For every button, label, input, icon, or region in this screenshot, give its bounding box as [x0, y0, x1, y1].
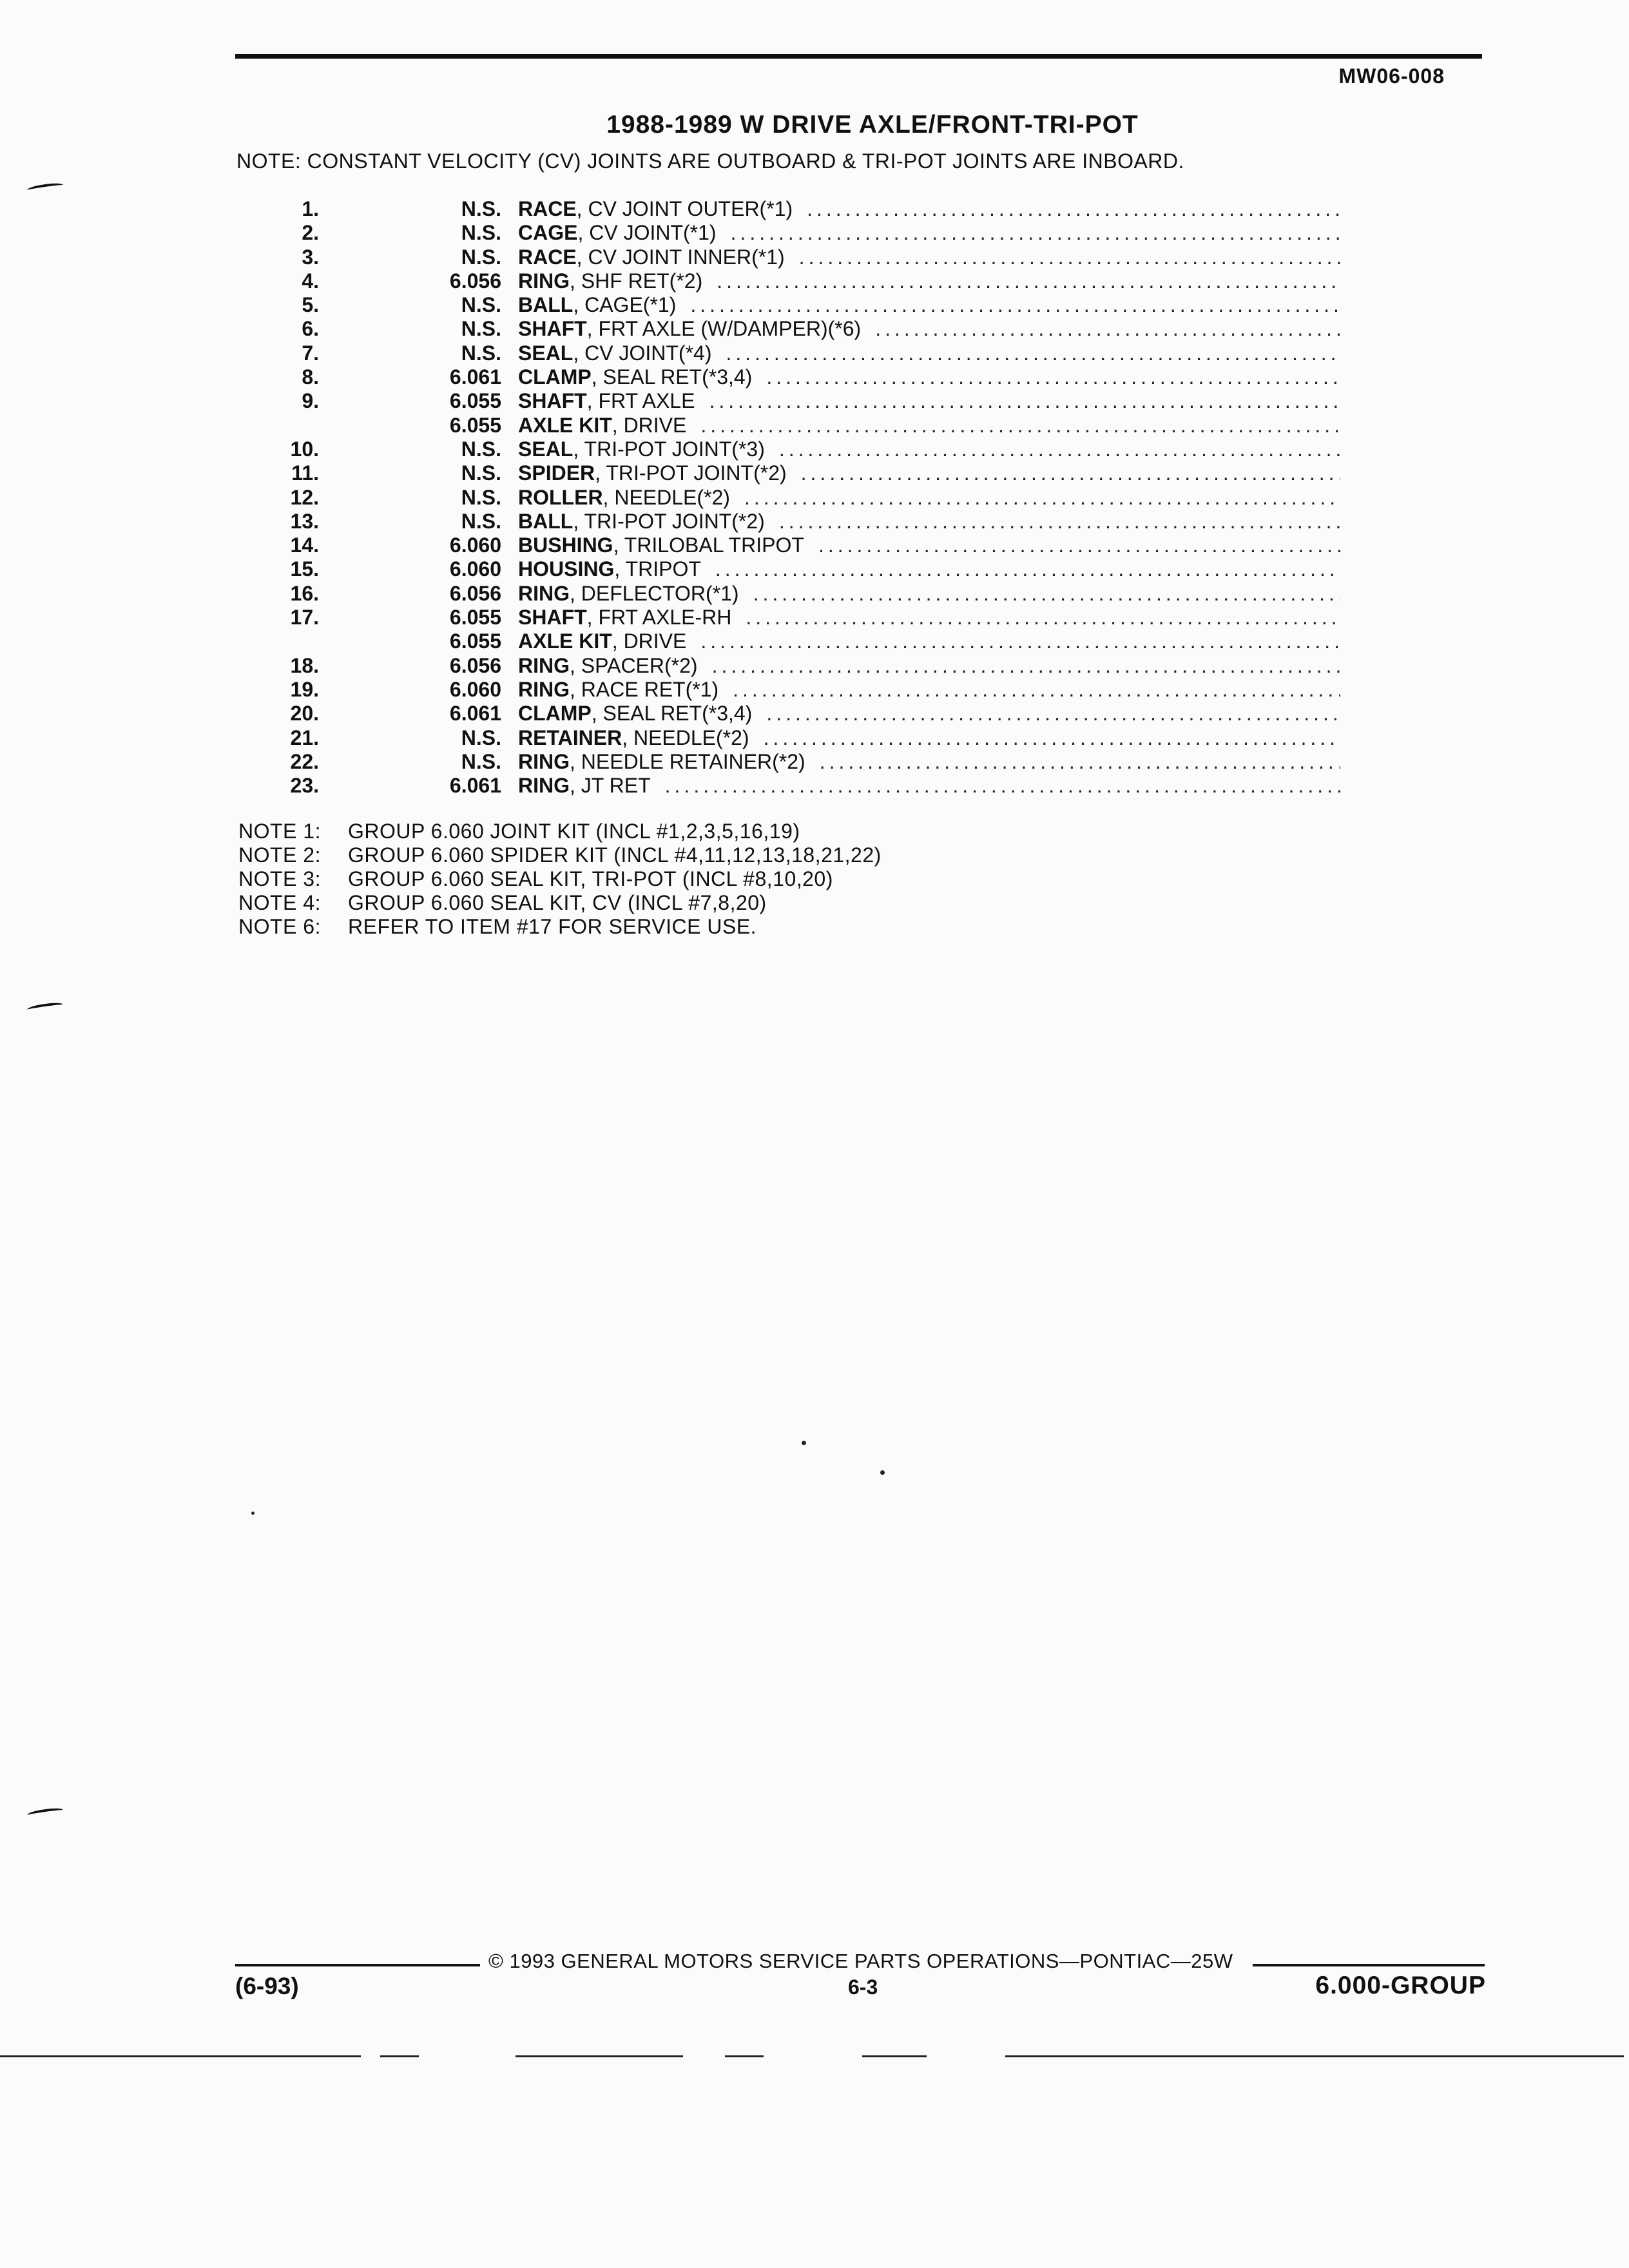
- part-detail: , SEAL RET(*3,4): [591, 365, 753, 389]
- dot-leader: [799, 245, 1340, 269]
- punch-hole-mark: [27, 1001, 64, 1013]
- part-description: [518, 774, 1340, 798]
- bottom-rule: [862, 2055, 927, 2057]
- note-row: [238, 820, 882, 843]
- part-description: [518, 365, 1340, 389]
- part-group: N.S.: [461, 509, 501, 533]
- part-group: N.S.: [461, 437, 501, 461]
- dot-leader: [715, 557, 1340, 581]
- part-group: 6.055: [449, 606, 501, 629]
- notes-list: [238, 820, 882, 939]
- part-name: RING: [518, 581, 570, 605]
- part-number: 10.: [290, 437, 319, 461]
- part-detail: , CV JOINT INNER(*1): [576, 245, 785, 269]
- part-group: 6.055: [449, 389, 501, 413]
- part-name: ROLLER: [518, 485, 603, 509]
- part-number: 23.: [290, 774, 319, 798]
- part-number: 14.: [290, 533, 319, 557]
- part-description: [518, 245, 1340, 269]
- part-name: SHAFT: [518, 389, 587, 413]
- part-description: [518, 486, 1340, 510]
- footer-copyright: © 1993 GENERAL MOTORS SERVICE PARTS OPERATIONS—PONTIAC—25W: [488, 1950, 1233, 1972]
- part-name: BALL: [518, 293, 574, 317]
- part-name: CLAMP: [518, 365, 592, 389]
- part-row: [258, 414, 1340, 437]
- part-group: N.S.: [461, 197, 501, 220]
- part-group: N.S.: [461, 221, 501, 245]
- part-row: [258, 245, 1340, 269]
- part-name: RETAINER: [518, 726, 622, 749]
- part-detail: , FRT AXLE-RH: [586, 606, 732, 629]
- dot-leader: [766, 702, 1340, 726]
- part-row: [258, 654, 1340, 678]
- dot-leader: [801, 461, 1340, 485]
- dot-leader: [717, 269, 1340, 293]
- part-detail: , TRILOBAL TRIPOT: [613, 533, 804, 557]
- footer-date: (6-93): [235, 1973, 299, 1999]
- part-name: CAGE: [518, 221, 578, 245]
- document-code: MW06-008: [1338, 64, 1445, 88]
- part-row: [258, 341, 1340, 365]
- scan-speck: [880, 1470, 885, 1475]
- part-row: [258, 317, 1340, 341]
- dot-leader: [712, 654, 1340, 678]
- part-description: [518, 582, 1340, 606]
- dot-leader: [779, 510, 1340, 533]
- part-detail: , TRI-POT JOINT(*2): [573, 509, 765, 533]
- dot-leader: [766, 365, 1340, 389]
- part-name: RING: [518, 653, 570, 677]
- note-text: GROUP 6.060 SPIDER KIT (INCL #4,11,12,13,18,21,22): [348, 843, 882, 867]
- part-group: N.S.: [461, 726, 501, 749]
- dot-leader: [731, 221, 1340, 245]
- part-row: [258, 389, 1340, 413]
- note-text: GROUP 6.060 SEAL KIT, CV (INCL #7,8,20): [348, 891, 767, 914]
- dot-leader: [726, 341, 1340, 365]
- part-name: SEAL: [518, 341, 574, 365]
- bottom-rule: [725, 2055, 764, 2057]
- punch-hole-mark: [27, 182, 64, 193]
- dot-leader: [700, 414, 1340, 437]
- dot-leader: [733, 678, 1340, 702]
- part-group: 6.061: [449, 774, 501, 798]
- part-name: RACE: [518, 197, 577, 220]
- part-detail: , TRI-POT JOINT(*2): [595, 461, 787, 485]
- part-row: [258, 221, 1340, 245]
- part-description: [518, 629, 1340, 653]
- part-name: CLAMP: [518, 702, 592, 726]
- part-row: [258, 678, 1340, 702]
- part-row: [258, 774, 1340, 798]
- part-description: [518, 678, 1340, 702]
- part-group: N.S.: [461, 245, 501, 269]
- dot-leader: [753, 582, 1340, 606]
- part-name: RACE: [518, 245, 577, 269]
- part-number: 5.: [302, 293, 319, 317]
- part-detail: , DEFLECTOR(*1): [570, 581, 739, 605]
- part-description: [518, 606, 1340, 629]
- part-group: N.S.: [461, 317, 501, 341]
- note-key: NOTE 2:: [238, 843, 321, 867]
- part-number: 13.: [290, 509, 319, 533]
- part-number: 12.: [290, 485, 319, 509]
- part-number: 16.: [290, 581, 319, 605]
- part-row: [258, 510, 1340, 533]
- part-name: RING: [518, 749, 570, 773]
- part-detail: , DRIVE: [612, 413, 687, 437]
- part-number: 11.: [291, 461, 319, 485]
- part-detail: , JT RET: [570, 774, 651, 798]
- part-group: 6.055: [449, 413, 501, 437]
- part-group: 6.055: [449, 629, 501, 653]
- part-name: BUSHING: [518, 533, 613, 557]
- note-key: NOTE 3:: [238, 867, 321, 890]
- punch-hole-mark: [27, 1807, 64, 1818]
- footer-rule-left: [235, 1964, 480, 1966]
- dot-leader: [744, 486, 1340, 510]
- part-detail: , CV JOINT(*4): [573, 341, 712, 365]
- part-name: BALL: [518, 509, 574, 533]
- part-group: 6.056: [449, 653, 501, 677]
- top-rule: [235, 54, 1482, 59]
- dot-leader: [709, 389, 1340, 413]
- parts-list: [258, 197, 1340, 798]
- dot-leader: [700, 629, 1340, 653]
- part-row: [258, 269, 1340, 293]
- part-detail: , TRIPOT: [614, 557, 701, 581]
- note-key: NOTE 6:: [238, 915, 321, 938]
- part-number: 4.: [302, 269, 319, 293]
- part-detail: , CV JOINT(*1): [577, 221, 717, 245]
- part-description: [518, 269, 1340, 293]
- part-number: 19.: [290, 677, 319, 701]
- dot-leader: [820, 750, 1340, 774]
- part-detail: , NEEDLE(*2): [622, 726, 749, 749]
- part-description: [518, 461, 1340, 485]
- header-note: NOTE: CONSTANT VELOCITY (CV) JOINTS ARE OUTBOARD & TRI-POT JOINTS ARE INBOARD.: [236, 149, 1184, 173]
- bottom-rule: [1005, 2055, 1624, 2057]
- part-row: [258, 461, 1340, 485]
- note-key: NOTE 4:: [238, 891, 321, 914]
- page-number: 6-3: [848, 1975, 878, 1999]
- part-group: N.S.: [461, 341, 501, 365]
- part-number: 2.: [302, 221, 319, 245]
- part-number: 7.: [302, 341, 319, 365]
- part-group: N.S.: [461, 461, 501, 485]
- part-description: [518, 702, 1340, 726]
- part-number: 1.: [302, 197, 319, 220]
- part-description: [518, 654, 1340, 678]
- footer-rule-right: [1253, 1964, 1485, 1966]
- part-name: SPIDER: [518, 461, 595, 485]
- part-row: [258, 702, 1340, 726]
- dot-leader: [764, 726, 1340, 750]
- part-description: [518, 437, 1340, 461]
- part-row: [258, 606, 1340, 629]
- part-name: SHAFT: [518, 317, 587, 341]
- bottom-rule: [380, 2055, 419, 2057]
- part-description: [518, 557, 1340, 581]
- part-group: 6.056: [449, 581, 501, 605]
- part-number: 6.: [302, 317, 319, 341]
- part-detail: , CV JOINT OUTER(*1): [576, 197, 793, 220]
- part-row: [258, 750, 1340, 774]
- scan-speck: [802, 1441, 806, 1445]
- note-text: REFER TO ITEM #17 FOR SERVICE USE.: [348, 915, 757, 938]
- part-description: [518, 510, 1340, 533]
- part-number: 20.: [290, 702, 319, 726]
- part-detail: , SPACER(*2): [570, 653, 698, 677]
- part-group: 6.061: [449, 365, 501, 389]
- part-row: [258, 437, 1340, 461]
- part-name: RING: [518, 677, 570, 701]
- footer-group: 6.000-GROUP: [1315, 1972, 1486, 1999]
- dot-leader: [665, 774, 1340, 798]
- part-name: AXLE KIT: [518, 413, 612, 437]
- part-name: HOUSING: [518, 557, 615, 581]
- scan-speck: [251, 1512, 255, 1515]
- part-name: RING: [518, 774, 570, 798]
- part-detail: , SHF RET(*2): [570, 269, 703, 293]
- part-description: [518, 726, 1340, 750]
- dot-leader: [818, 533, 1340, 557]
- part-number: 15.: [290, 557, 319, 581]
- dot-leader: [875, 317, 1340, 341]
- part-detail: , FRT AXLE (W/DAMPER)(*6): [586, 317, 862, 341]
- part-number: 3.: [302, 245, 319, 269]
- part-group: N.S.: [461, 485, 501, 509]
- note-row: [238, 843, 882, 867]
- dot-leader: [807, 197, 1340, 221]
- part-detail: , CAGE(*1): [573, 293, 677, 317]
- part-group: 6.061: [449, 702, 501, 726]
- part-description: [518, 293, 1340, 317]
- part-group: 6.060: [449, 533, 501, 557]
- part-group: N.S.: [461, 749, 501, 773]
- part-description: [518, 389, 1340, 413]
- dot-leader: [746, 606, 1340, 629]
- part-name: SEAL: [518, 437, 574, 461]
- part-group: 6.056: [449, 269, 501, 293]
- part-description: [518, 341, 1340, 365]
- part-row: [258, 293, 1340, 317]
- part-detail: , DRIVE: [612, 629, 687, 653]
- note-row: [238, 891, 882, 915]
- part-detail: , TRI-POT JOINT(*3): [573, 437, 765, 461]
- note-row: [238, 915, 882, 939]
- part-detail: , NEEDLE RETAINER(*2): [570, 749, 805, 773]
- note-key: NOTE 1:: [238, 820, 321, 843]
- part-group: N.S.: [461, 293, 501, 317]
- part-number: 18.: [290, 653, 319, 677]
- part-number: 8.: [302, 365, 319, 389]
- part-group: 6.060: [449, 557, 501, 581]
- page-title: 1988-1989 W DRIVE AXLE/FRONT-TRI-POT: [606, 111, 1139, 139]
- part-row: [258, 197, 1340, 221]
- part-description: [518, 221, 1340, 245]
- part-number: 22.: [290, 749, 319, 773]
- part-row: [258, 365, 1340, 389]
- part-detail: , RACE RET(*1): [570, 677, 719, 701]
- bottom-rule: [516, 2055, 683, 2057]
- part-row: [258, 486, 1340, 510]
- part-detail: , NEEDLE(*2): [602, 485, 730, 509]
- part-row: [258, 533, 1340, 557]
- note-row: [238, 867, 882, 891]
- part-description: [518, 414, 1340, 437]
- part-row: [258, 582, 1340, 606]
- dot-leader: [690, 293, 1340, 317]
- part-detail: , SEAL RET(*3,4): [591, 702, 753, 726]
- part-description: [518, 750, 1340, 774]
- bottom-rule: [0, 2055, 361, 2057]
- part-description: [518, 317, 1340, 341]
- dot-leader: [779, 437, 1340, 461]
- note-text: GROUP 6.060 SEAL KIT, TRI-POT (INCL #8,10,20): [348, 867, 833, 890]
- part-row: [258, 726, 1340, 750]
- part-name: AXLE KIT: [518, 629, 612, 653]
- part-detail: , FRT AXLE: [586, 389, 695, 413]
- note-text: GROUP 6.060 JOINT KIT (INCL #1,2,3,5,16,19): [348, 820, 800, 843]
- part-row: [258, 629, 1340, 653]
- part-name: RING: [518, 269, 570, 293]
- part-number: 9.: [302, 389, 319, 413]
- part-group: 6.060: [449, 677, 501, 701]
- part-number: 17.: [290, 606, 319, 629]
- part-row: [258, 557, 1340, 581]
- part-name: SHAFT: [518, 606, 587, 629]
- part-description: [518, 197, 1340, 221]
- part-number: 21.: [290, 726, 319, 749]
- part-description: [518, 533, 1340, 557]
